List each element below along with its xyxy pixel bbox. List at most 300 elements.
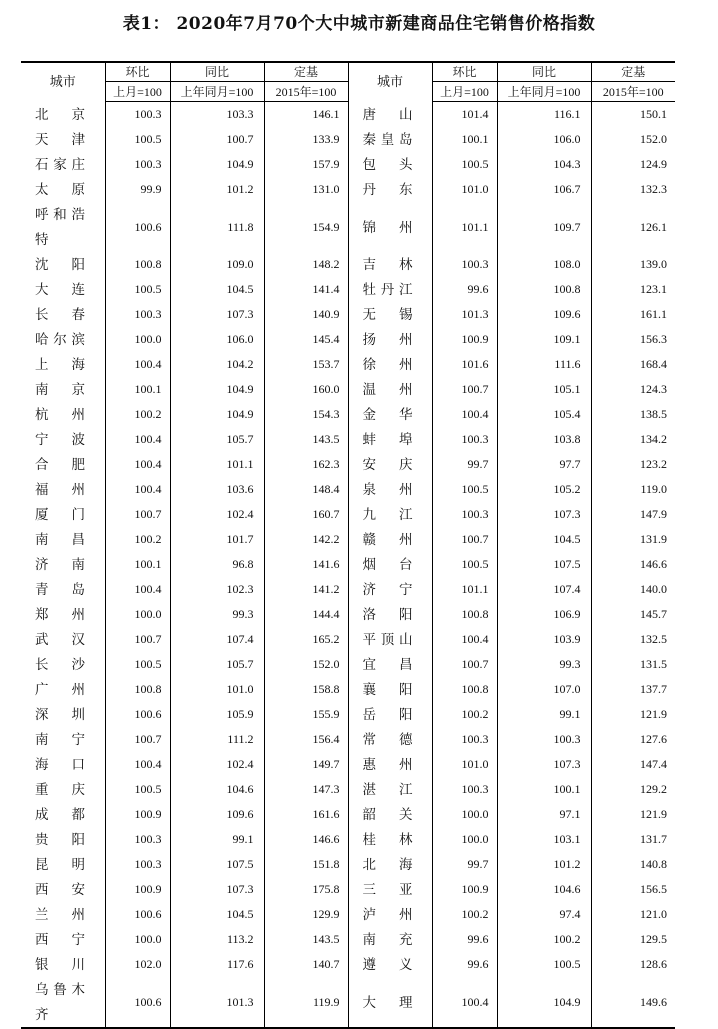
city-name: 贵阳 (35, 832, 85, 847)
yoy-cell: 100.5 (497, 952, 591, 977)
city-cell (348, 752, 432, 777)
table-row (21, 777, 675, 802)
city-cell (21, 277, 105, 302)
city-cell (348, 927, 432, 952)
mom-cell: 100.4 (105, 477, 170, 502)
fixed-base-cell: 161.1 (640, 307, 667, 321)
city-name: 襄阳 (362, 682, 413, 697)
city-cell (348, 127, 432, 152)
city-name: 太原 (35, 182, 85, 197)
city-name: 南昌 (35, 532, 85, 547)
header-mom-base-left: 上月=100 (105, 82, 170, 102)
fixed-base-cell: 152.0 (640, 132, 667, 146)
fixed-base-cell: 121.9 (640, 707, 667, 721)
table-row (21, 752, 675, 777)
city-cell (21, 327, 105, 352)
yoy-cell: 107.3 (497, 502, 591, 527)
city-name: 宁波 (35, 432, 85, 447)
table-row (21, 702, 675, 727)
header-mom-left: 环比 (105, 62, 170, 82)
fixed-base-cell: 161.6 (264, 802, 348, 827)
city-cell (348, 477, 432, 502)
fixed-base-cell: 146.6 (640, 557, 667, 571)
yoy-cell: 104.9 (170, 402, 264, 427)
fixed-base-cell: 148.2 (264, 252, 348, 277)
table-row (21, 527, 675, 552)
yoy-cell: 109.7 (497, 202, 591, 252)
fixed-base-cell: 132.5 (640, 632, 667, 646)
city-name: 遵义 (362, 957, 413, 972)
mom-cell: 100.1 (105, 552, 170, 577)
fixed-base-cell: 147.9 (640, 507, 667, 521)
header-yoy-base-left: 上年同月=100 (170, 82, 264, 102)
table-row (21, 502, 675, 527)
mom-cell: 100.0 (105, 602, 170, 627)
mom-cell: 101.0 (432, 752, 497, 777)
city-cell (21, 777, 105, 802)
table-row (21, 102, 675, 128)
city-name: 海口 (35, 757, 85, 772)
mom-cell: 100.6 (105, 902, 170, 927)
yoy-cell: 104.9 (497, 977, 591, 1028)
fixed-base-cell: 133.9 (264, 127, 348, 152)
mom-cell: 100.5 (105, 652, 170, 677)
city-name: 广州 (35, 682, 85, 697)
fixed-base-cell: 175.8 (264, 877, 348, 902)
fixed-base-cell: 131.5 (640, 657, 667, 671)
table-row (21, 202, 675, 252)
mom-cell: 100.7 (432, 377, 497, 402)
yoy-cell: 106.9 (497, 602, 591, 627)
fixed-base-cell: 140.8 (640, 857, 667, 871)
mom-cell: 100.7 (105, 727, 170, 752)
mom-cell: 100.5 (432, 152, 497, 177)
city-name: 吉林 (362, 257, 413, 272)
yoy-cell: 109.6 (170, 802, 264, 827)
yoy-cell: 113.2 (170, 927, 264, 952)
city-name: 南宁 (35, 732, 85, 747)
fixed-base-cell: 124.3 (640, 382, 667, 396)
mom-cell: 99.6 (432, 277, 497, 302)
yoy-cell: 107.3 (170, 877, 264, 902)
city-cell (348, 527, 432, 552)
table-row (21, 452, 675, 477)
mom-cell: 100.3 (432, 252, 497, 277)
city-cell (348, 802, 432, 827)
yoy-cell: 105.7 (170, 427, 264, 452)
city-cell (21, 402, 105, 427)
city-cell (21, 427, 105, 452)
fixed-base-cell: 127.6 (640, 732, 667, 746)
city-name: 西宁 (35, 932, 85, 947)
fixed-base-cell: 138.5 (640, 407, 667, 421)
fixed-base-cell: 148.4 (264, 477, 348, 502)
mom-cell: 99.7 (432, 852, 497, 877)
yoy-cell: 102.3 (170, 577, 264, 602)
city-cell (21, 802, 105, 827)
table-row (21, 877, 675, 902)
city-cell (348, 327, 432, 352)
fixed-base-cell: 123.2 (640, 457, 667, 471)
city-cell (348, 152, 432, 177)
yoy-cell: 101.2 (497, 852, 591, 877)
city-cell (21, 602, 105, 627)
mom-cell: 102.0 (105, 952, 170, 977)
mom-cell: 100.2 (105, 527, 170, 552)
fixed-base-cell: 139.0 (640, 257, 667, 271)
mom-cell: 101.6 (432, 352, 497, 377)
header-mom-base-right: 上月=100 (432, 82, 497, 102)
header-fixed-base-right: 2015年=100 (591, 82, 675, 102)
city-name: 大连 (35, 282, 85, 297)
header-yoy-left: 同比 (170, 62, 264, 82)
mom-cell: 100.2 (432, 702, 497, 727)
fixed-base-cell: 144.4 (264, 602, 348, 627)
city-name: 长沙 (35, 657, 85, 672)
yoy-cell: 103.9 (497, 627, 591, 652)
city-cell (348, 677, 432, 702)
yoy-cell: 104.5 (497, 527, 591, 552)
city-name: 银川 (35, 957, 85, 972)
city-cell (21, 902, 105, 927)
city-name: 平顶山 (362, 632, 413, 647)
yoy-cell: 99.1 (497, 702, 591, 727)
city-name: 泉州 (362, 482, 413, 497)
fixed-base-cell: 153.7 (264, 352, 348, 377)
city-cell (348, 727, 432, 752)
yoy-cell: 104.3 (497, 152, 591, 177)
city-cell (21, 852, 105, 877)
mom-cell: 100.7 (432, 527, 497, 552)
city-cell (348, 977, 432, 1028)
mom-cell: 99.6 (432, 952, 497, 977)
city-cell (348, 602, 432, 627)
city-cell (348, 102, 432, 128)
city-cell (21, 727, 105, 752)
city-cell (21, 677, 105, 702)
city-name: 武汉 (35, 632, 85, 647)
fixed-base-cell: 129.9 (264, 902, 348, 927)
mom-cell: 100.9 (105, 802, 170, 827)
city-name: 厦门 (35, 507, 85, 522)
yoy-cell: 97.7 (497, 452, 591, 477)
fixed-base-cell: 119.0 (640, 482, 667, 496)
yoy-cell: 104.5 (170, 277, 264, 302)
mom-cell: 101.1 (432, 577, 497, 602)
table-row (21, 677, 675, 702)
city-name: 泸州 (362, 907, 413, 922)
price-index-table (21, 61, 675, 1029)
city-cell (348, 902, 432, 927)
mom-cell: 100.6 (105, 702, 170, 727)
city-cell (348, 302, 432, 327)
city-name: 西安 (35, 882, 85, 897)
mom-cell: 100.8 (432, 677, 497, 702)
city-name: 沈阳 (35, 257, 85, 272)
fixed-base-cell: 157.9 (264, 152, 348, 177)
yoy-cell: 101.3 (170, 977, 264, 1028)
mom-cell: 100.4 (432, 402, 497, 427)
city-name: 上海 (35, 357, 85, 372)
yoy-cell: 101.0 (170, 677, 264, 702)
fixed-base-cell: 156.5 (640, 882, 667, 896)
mom-cell: 99.9 (105, 177, 170, 202)
mom-cell: 100.4 (432, 627, 497, 652)
city-cell (21, 652, 105, 677)
city-cell (21, 302, 105, 327)
city-cell (21, 152, 105, 177)
mom-cell: 100.2 (105, 402, 170, 427)
mom-cell: 100.5 (105, 777, 170, 802)
yoy-cell: 100.2 (497, 927, 591, 952)
table-row (21, 952, 675, 977)
city-name: 合肥 (35, 457, 85, 472)
yoy-cell: 101.1 (170, 452, 264, 477)
table-row (21, 602, 675, 627)
city-name: 惠州 (362, 757, 413, 772)
table-body (21, 102, 675, 1029)
yoy-cell: 105.7 (170, 652, 264, 677)
mom-cell: 100.4 (432, 977, 497, 1028)
fixed-base-cell: 141.2 (264, 577, 348, 602)
city-cell (21, 577, 105, 602)
table-row (21, 377, 675, 402)
mom-cell: 100.0 (432, 827, 497, 852)
yoy-cell: 99.1 (170, 827, 264, 852)
city-cell (348, 877, 432, 902)
city-name: 温州 (362, 382, 413, 397)
mom-cell: 100.3 (432, 727, 497, 752)
city-name: 烟台 (362, 557, 413, 572)
city-name: 扬州 (362, 332, 413, 347)
city-cell (21, 127, 105, 152)
mom-cell: 100.4 (105, 452, 170, 477)
city-name: 青岛 (35, 582, 85, 597)
mom-cell: 100.0 (105, 327, 170, 352)
yoy-cell: 102.4 (170, 752, 264, 777)
mom-cell: 100.1 (105, 377, 170, 402)
city-cell (348, 552, 432, 577)
fixed-base-cell: 134.2 (640, 432, 667, 446)
city-cell (348, 702, 432, 727)
header-city-left: 城市 (21, 62, 105, 102)
fixed-base-cell: 149.6 (640, 994, 667, 1009)
yoy-cell: 106.0 (170, 327, 264, 352)
city-name: 金华 (362, 407, 413, 422)
city-cell (21, 102, 105, 128)
city-cell (21, 477, 105, 502)
fixed-base-cell: 160.0 (264, 377, 348, 402)
city-name: 济南 (35, 557, 85, 572)
fixed-base-cell: 155.9 (264, 702, 348, 727)
mom-cell: 100.9 (105, 877, 170, 902)
yoy-cell: 99.3 (497, 652, 591, 677)
city-cell (348, 577, 432, 602)
city-name: 宜昌 (362, 657, 413, 672)
city-cell (21, 452, 105, 477)
yoy-cell: 107.5 (170, 852, 264, 877)
fixed-base-cell: 143.5 (264, 427, 348, 452)
mom-cell: 101.1 (432, 202, 497, 252)
city-cell (348, 177, 432, 202)
city-name: 唐山 (362, 106, 413, 122)
fixed-base-cell: 145.7 (640, 607, 667, 621)
city-cell (348, 827, 432, 852)
mom-cell: 100.7 (105, 627, 170, 652)
fixed-base-cell: 129.2 (640, 782, 667, 796)
yoy-cell: 100.8 (497, 277, 591, 302)
city-name: 赣州 (362, 532, 413, 547)
yoy-cell: 103.1 (497, 827, 591, 852)
city-name: 九江 (362, 507, 413, 522)
mom-cell: 100.3 (432, 427, 497, 452)
city-cell (21, 702, 105, 727)
city-name: 包头 (362, 157, 413, 172)
city-cell (348, 952, 432, 977)
yoy-cell: 97.4 (497, 902, 591, 927)
city-name: 郑州 (35, 607, 85, 622)
yoy-cell: 117.6 (170, 952, 264, 977)
fixed-base-cell: 140.0 (640, 582, 667, 596)
fixed-base-cell: 156.4 (264, 727, 348, 752)
city-cell (21, 527, 105, 552)
city-cell (21, 552, 105, 577)
fixed-base-cell: 141.4 (264, 277, 348, 302)
yoy-cell: 105.4 (497, 402, 591, 427)
mom-cell: 101.4 (432, 102, 497, 128)
yoy-cell: 102.4 (170, 502, 264, 527)
mom-cell: 100.3 (105, 827, 170, 852)
city-cell (348, 852, 432, 877)
mom-cell: 100.3 (432, 777, 497, 802)
fixed-base-cell: 147.3 (264, 777, 348, 802)
fixed-base-cell: 131.9 (640, 532, 667, 546)
mom-cell: 100.3 (105, 102, 170, 128)
mom-cell: 100.6 (105, 977, 170, 1028)
table-row (21, 252, 675, 277)
yoy-cell: 101.2 (170, 177, 264, 202)
fixed-base-cell: 131.0 (264, 177, 348, 202)
mom-cell: 100.9 (432, 327, 497, 352)
header-fixed-base-left: 2015年=100 (264, 82, 348, 102)
city-cell (348, 427, 432, 452)
yoy-cell: 105.2 (497, 477, 591, 502)
mom-cell: 100.9 (432, 877, 497, 902)
city-cell (348, 402, 432, 427)
yoy-cell: 97.1 (497, 802, 591, 827)
city-name: 石家庄 (35, 157, 85, 172)
city-name: 洛阳 (362, 607, 413, 622)
table-row (21, 977, 675, 1028)
fixed-base-cell: 140.7 (264, 952, 348, 977)
fixed-base-cell: 162.3 (264, 452, 348, 477)
city-name: 秦皇岛 (362, 132, 413, 147)
yoy-cell: 100.1 (497, 777, 591, 802)
yoy-cell: 103.6 (170, 477, 264, 502)
fixed-base-cell: 150.1 (640, 107, 667, 121)
city-cell (21, 377, 105, 402)
fixed-base-cell: 168.4 (640, 357, 667, 371)
city-name: 常德 (362, 732, 413, 747)
mom-cell: 100.5 (432, 552, 497, 577)
city-cell (21, 752, 105, 777)
city-cell (348, 277, 432, 302)
city-name: 韶关 (362, 807, 413, 822)
header-row (21, 62, 675, 82)
yoy-cell: 96.8 (170, 552, 264, 577)
yoy-cell: 111.2 (170, 727, 264, 752)
fixed-base-cell: 140.9 (264, 302, 348, 327)
yoy-cell: 116.1 (497, 102, 591, 128)
mom-cell: 100.4 (105, 577, 170, 602)
city-cell (348, 652, 432, 677)
mom-cell: 100.4 (105, 752, 170, 777)
city-name: 大理 (362, 994, 413, 1010)
fixed-base-cell: 123.1 (640, 282, 667, 296)
mom-cell: 100.3 (105, 302, 170, 327)
fixed-base-cell: 165.2 (264, 627, 348, 652)
mom-cell: 99.6 (432, 927, 497, 952)
city-cell (21, 927, 105, 952)
city-name: 深圳 (35, 707, 85, 722)
yoy-cell: 104.6 (497, 877, 591, 902)
mom-cell: 100.3 (105, 852, 170, 877)
city-name: 天津 (35, 132, 85, 147)
table-row (21, 302, 675, 327)
yoy-cell: 105.9 (170, 702, 264, 727)
city-name: 锦州 (362, 219, 413, 235)
mom-cell: 100.8 (105, 677, 170, 702)
yoy-cell: 107.4 (497, 577, 591, 602)
city-cell (348, 202, 432, 252)
mom-cell: 100.5 (105, 127, 170, 152)
fixed-base-cell: 146.6 (264, 827, 348, 852)
city-cell (21, 977, 105, 1028)
header-city-right: 城市 (348, 62, 432, 102)
fixed-base-cell: 145.4 (264, 327, 348, 352)
yoy-cell: 104.6 (170, 777, 264, 802)
fixed-base-cell: 149.7 (264, 752, 348, 777)
table-row (21, 827, 675, 852)
header-yoy-base-right: 上年同月=100 (497, 82, 591, 102)
city-name: 成都 (35, 807, 85, 822)
fixed-base-cell: 141.6 (264, 552, 348, 577)
yoy-cell: 107.0 (497, 677, 591, 702)
city-cell (348, 502, 432, 527)
city-name: 牡丹江 (362, 282, 413, 297)
table-row (21, 177, 675, 202)
mom-cell: 101.0 (432, 177, 497, 202)
fixed-base-cell: 152.0 (264, 652, 348, 677)
yoy-cell: 100.7 (170, 127, 264, 152)
header-fixed-right: 定基 (591, 62, 675, 82)
city-cell (21, 827, 105, 852)
mom-cell: 100.3 (105, 152, 170, 177)
yoy-cell: 104.9 (170, 377, 264, 402)
fixed-base-cell: 124.9 (640, 157, 667, 171)
fixed-base-cell: 154.3 (264, 402, 348, 427)
city-cell (348, 252, 432, 277)
city-cell (21, 877, 105, 902)
fixed-base-cell: 129.5 (640, 932, 667, 946)
yoy-cell: 111.6 (497, 352, 591, 377)
yoy-cell: 107.4 (170, 627, 264, 652)
yoy-cell: 106.0 (497, 127, 591, 152)
table-row (21, 627, 675, 652)
city-name: 北京 (35, 106, 85, 122)
city-name: 济宁 (362, 582, 413, 597)
city-name: 蚌埠 (362, 432, 413, 447)
